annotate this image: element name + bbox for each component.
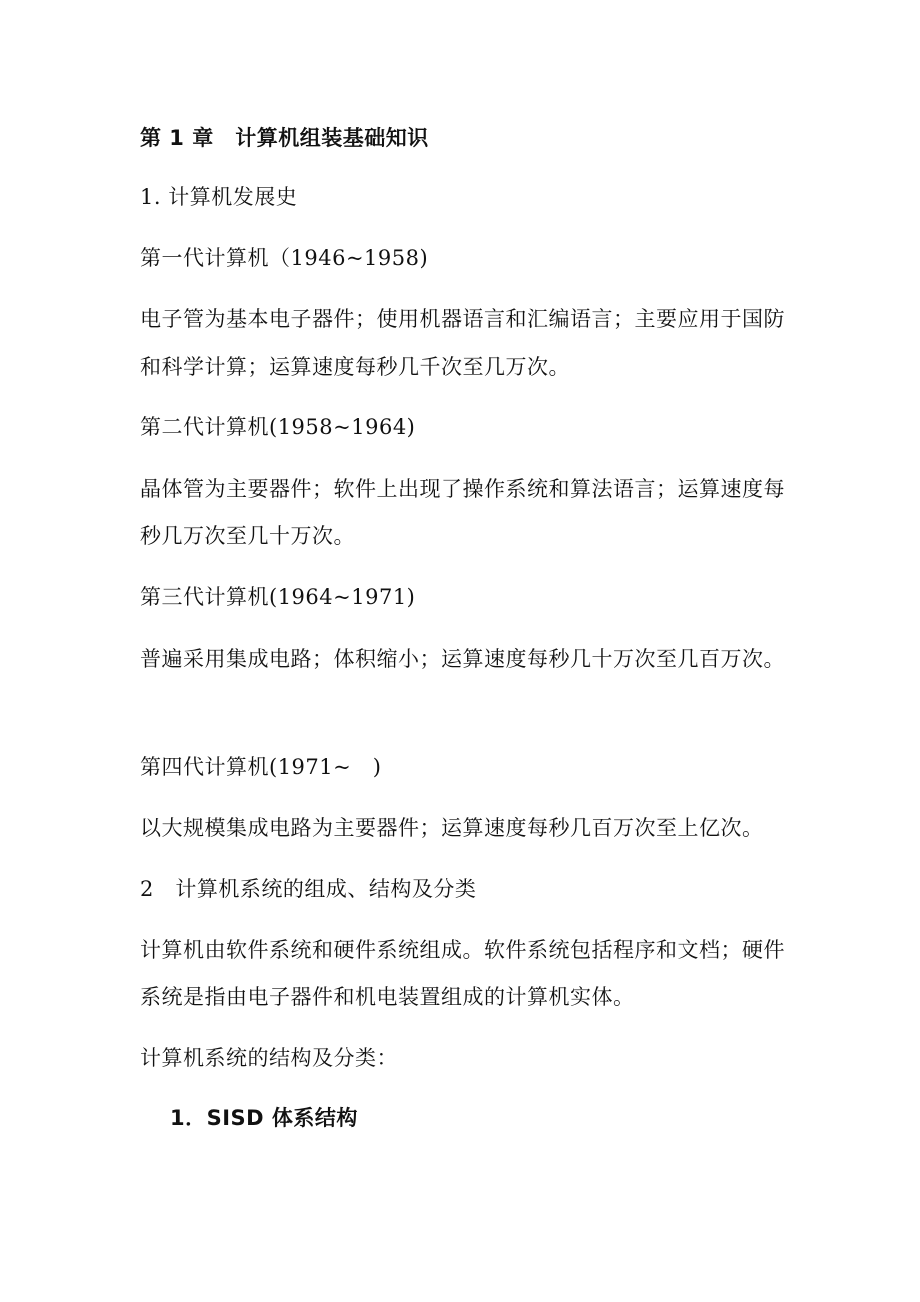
paragraph-line: 计算机系统的结构及分类： (140, 1046, 398, 1070)
paragraph-line: 以大规模集成电路为主要器件；运算速度每秒几百万次至上亿次。 (140, 816, 764, 840)
paragraph-line: 秒几万次至几十万次。 (140, 524, 355, 548)
paragraph-line: 系统是指由电子器件和机电装置组成的计算机实体。 (140, 985, 635, 1009)
generation-title: 第四代计算机(1971~ ) (140, 755, 382, 779)
paragraph-line: 计算机由软件系统和硬件系统组成。软件系统包括程序和文档；硬件 (140, 938, 785, 962)
paragraph-line: 和科学计算；运算速度每秒几千次至几万次。 (140, 355, 570, 379)
paragraph-line: 普遍采用集成电路；体积缩小；运算速度每秒几十万次至几百万次。 (140, 647, 785, 671)
subsection-heading: 1．SISD 体系结构 (170, 1106, 358, 1130)
paragraph-line: 晶体管为主要器件；软件上出现了操作系统和算法语言；运算速度每 (140, 477, 785, 501)
section-heading: 1. 计算机发展史 (140, 185, 298, 209)
paragraph-line: 电子管为基本电子器件；使用机器语言和汇编语言；主要应用于国防 (140, 307, 785, 331)
chapter-title: 第 1 章 计算机组装基础知识 (140, 126, 429, 150)
generation-title: 第二代计算机(1958~1964) (140, 415, 416, 439)
generation-title: 第一代计算机（1946~1958) (140, 246, 429, 270)
generation-title: 第三代计算机(1964~1971) (140, 585, 416, 609)
section-heading: 2 计算机系统的组成、结构及分类 (140, 877, 477, 901)
